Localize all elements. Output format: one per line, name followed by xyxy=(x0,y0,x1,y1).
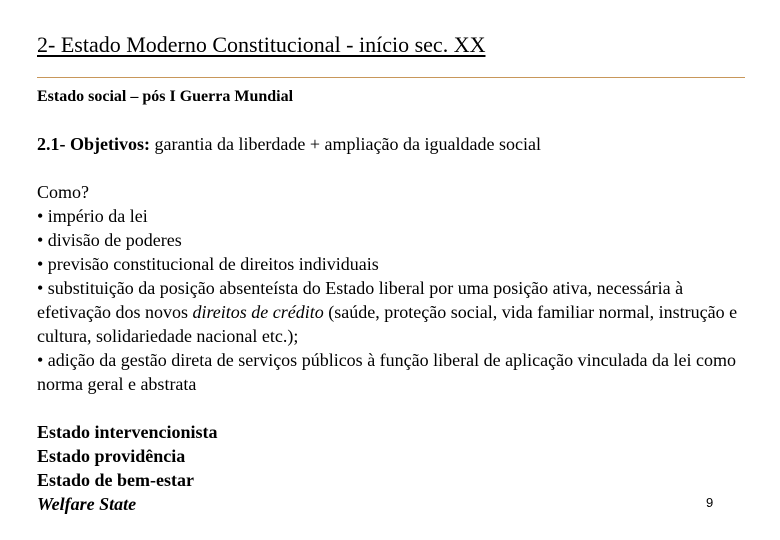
slide-title: 2- Estado Moderno Constitucional - início sec. XX xyxy=(37,32,486,57)
objectives-text: garantia da liberdade + ampliação da igualdade social xyxy=(149,134,541,154)
como-heading: Como? xyxy=(37,182,89,202)
como-item-2: • divisão de poderes xyxy=(37,230,182,250)
state-type-3: Estado de bem-estar xyxy=(37,470,194,490)
slide-subtitle: Estado social – pós I Guerra Mundial xyxy=(37,88,294,105)
state-types xyxy=(37,420,218,516)
como-item-4-after: (saúde, proteção social, vida familiar normal, instrução e cultura, solidariedade nacional etc.); xyxy=(37,302,738,346)
state-type-2: Estado providência xyxy=(37,446,186,466)
title-divider xyxy=(37,77,745,78)
objectives-line xyxy=(37,132,541,156)
page-number: 9 xyxy=(706,495,714,510)
como-section xyxy=(37,180,759,396)
como-item-4-before: • substituição da posição absenteísta do Estado liberal por uma posição ativa, necessária à efetivação dos novos xyxy=(37,278,684,322)
welfare-state-label: Welfare State xyxy=(37,494,137,514)
como-item-3: • previsão constitucional de direitos individuais xyxy=(37,254,379,274)
objectives-label: 2.1- Objetivos: xyxy=(37,134,150,154)
como-item-5: • adição da gestão direta de serviços públicos à função liberal de aplicação vinculada da lei como norma geral e abstrata xyxy=(37,350,737,394)
como-item-4-italic: direitos de crédito xyxy=(192,302,324,322)
state-type-1: Estado intervencionista xyxy=(37,422,218,442)
como-item-4 xyxy=(37,276,759,348)
como-item-1: • império da lei xyxy=(37,206,148,226)
